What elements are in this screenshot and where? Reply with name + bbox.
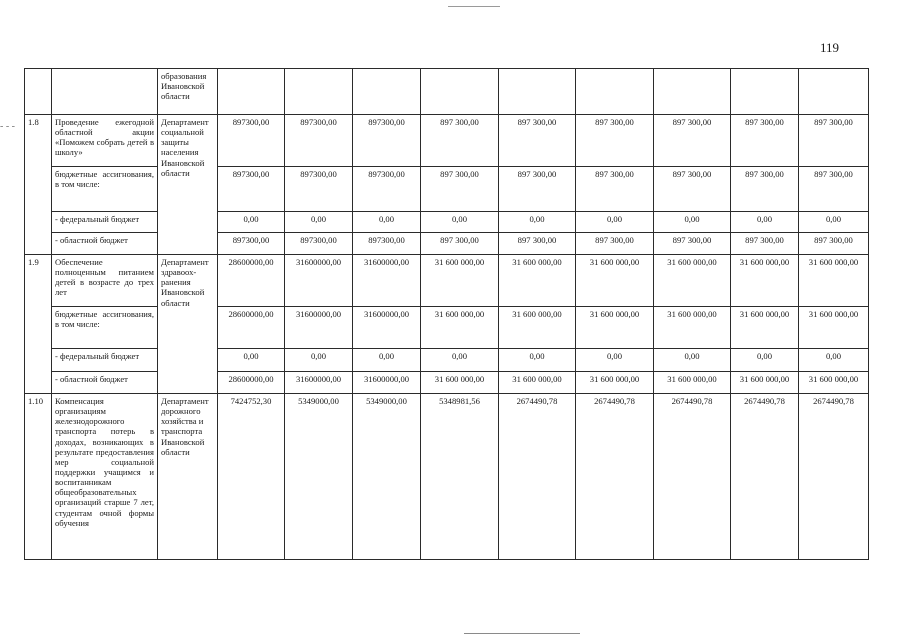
table-row-1-8-federal <box>25 212 869 233</box>
amount-cell: 7424752,30 <box>218 394 285 560</box>
amount-cell: 31 600 000,00 <box>799 307 869 349</box>
table-row-1-8-budget <box>25 167 869 212</box>
amount-cell: 897 300,00 <box>421 115 499 167</box>
amount-cell: 0,00 <box>218 349 285 372</box>
amount-cell: 0,00 <box>218 212 285 233</box>
amount-cell: 0,00 <box>654 349 731 372</box>
amount-cell: 0,00 <box>285 349 353 372</box>
amount-cell: 0,00 <box>576 349 654 372</box>
table-row-1-9-regional <box>25 372 869 394</box>
amount-cell: 31 600 000,00 <box>731 255 799 307</box>
amount-cell: 0,00 <box>799 349 869 372</box>
amount-cell: 2674490,78 <box>799 394 869 560</box>
amount-cell: 31 600 000,00 <box>499 372 576 394</box>
amount-cell: 31600000,00 <box>353 372 421 394</box>
amount-cell: 31 600 000,00 <box>731 307 799 349</box>
amount-cell: 31 600 000,00 <box>731 372 799 394</box>
amount-cell: 897 300,00 <box>799 115 869 167</box>
amount-cell: 897300,00 <box>285 115 353 167</box>
table-row-1-8-regional <box>25 233 869 255</box>
title-cell: Компенсация организациям железнодорожного транспорта потерь в доходах, возникающих в результате предоставления мер социальной поддержки учащимся и воспитанникам общеобразовательных организаций старше 7 лет, студентам очной формы обучения <box>52 394 158 560</box>
amount-cell: 897 300,00 <box>576 167 654 212</box>
amount-cell: 31600000,00 <box>353 255 421 307</box>
amount-cell: 31 600 000,00 <box>654 307 731 349</box>
amount-cell: 0,00 <box>499 349 576 372</box>
amount-cell: 5349000,00 <box>353 394 421 560</box>
amount-cell: 0,00 <box>799 212 869 233</box>
amount-cell: 0,00 <box>353 349 421 372</box>
amount-cell: 897 300,00 <box>731 233 799 255</box>
regional-label-cell: - областной бюджет <box>52 372 158 394</box>
bottom-scan-rule <box>464 633 580 634</box>
amount-cell: 28600000,00 <box>218 255 285 307</box>
amount-cell: 897 300,00 <box>499 167 576 212</box>
left-margin-mark: - - - <box>0 121 15 132</box>
amount-cell: 5349000,00 <box>285 394 353 560</box>
amount-cell: 897 300,00 <box>576 115 654 167</box>
amount-cell: 897300,00 <box>285 233 353 255</box>
responsible-cell: Департамент социальной защиты населения Ивановской области <box>158 115 218 255</box>
amount-cell: 897300,00 <box>218 115 285 167</box>
amount-cell: 897 300,00 <box>421 167 499 212</box>
amount-cell: 897 300,00 <box>499 233 576 255</box>
amount-cell: 897 300,00 <box>799 167 869 212</box>
amount-cell: 0,00 <box>654 212 731 233</box>
amount-cell: 31 600 000,00 <box>654 255 731 307</box>
amount-cell: 31600000,00 <box>353 307 421 349</box>
title-cell: Проведение ежегодной областной акции «Поможем собрать детей в школу» <box>52 115 158 167</box>
table-row-continuation <box>25 69 869 115</box>
amount-cell: 897 300,00 <box>421 233 499 255</box>
amount-cell: 0,00 <box>285 212 353 233</box>
amount-cell: 897 300,00 <box>731 115 799 167</box>
amount-cell: 31 600 000,00 <box>421 307 499 349</box>
amount-cell: 31 600 000,00 <box>499 255 576 307</box>
amount-cell: 31 600 000,00 <box>576 372 654 394</box>
amount-cell: 897 300,00 <box>654 167 731 212</box>
amount-cell: 31 600 000,00 <box>799 372 869 394</box>
amount-cell: 897 300,00 <box>576 233 654 255</box>
amount-cell: 31600000,00 <box>285 307 353 349</box>
amount-cell: 31 600 000,00 <box>421 255 499 307</box>
funding-table <box>24 68 869 560</box>
amount-cell: 2674490,78 <box>731 394 799 560</box>
amount-cell: 31 600 000,00 <box>799 255 869 307</box>
amount-cell: 31 600 000,00 <box>421 372 499 394</box>
amount-cell: 0,00 <box>421 349 499 372</box>
row-number-cell <box>25 69 52 115</box>
amount-cell: 31 600 000,00 <box>499 307 576 349</box>
row-number-cell: 1.9 <box>25 255 52 394</box>
top-scan-rule <box>448 6 500 7</box>
title-cell <box>52 69 158 115</box>
amount-cell: 897 300,00 <box>799 233 869 255</box>
amount-cell: 897300,00 <box>218 167 285 212</box>
budget-label-cell: бюджетные ассигнования, в том числе: <box>52 307 158 349</box>
row-number-cell: 1.10 <box>25 394 52 560</box>
amount-cell: 31600000,00 <box>285 372 353 394</box>
amount-cell: 0,00 <box>499 212 576 233</box>
budget-label-cell: бюджетные ассигнования, в том числе: <box>52 167 158 212</box>
table-row-1-8-main <box>25 115 869 167</box>
amount-cell: 31 600 000,00 <box>654 372 731 394</box>
amount-cell: 897300,00 <box>353 167 421 212</box>
amount-cell: 28600000,00 <box>218 307 285 349</box>
responsible-cell: Департамент дорожного хозяйства и транспорта Ивановской области <box>158 394 218 560</box>
row-number-cell: 1.8 <box>25 115 52 255</box>
amount-cell: 2674490,78 <box>576 394 654 560</box>
amount-cell: 897 300,00 <box>499 115 576 167</box>
table-row-1-9-main <box>25 255 869 307</box>
amount-cell: 31600000,00 <box>285 255 353 307</box>
responsible-cell: Департамент здравоох-ранения Ивановской области <box>158 255 218 394</box>
federal-label-cell: - федеральный бюджет <box>52 349 158 372</box>
amount-cell: 2674490,78 <box>654 394 731 560</box>
amount-cell: 897300,00 <box>218 233 285 255</box>
amount-cell: 897 300,00 <box>654 233 731 255</box>
table-row-1-9-federal <box>25 349 869 372</box>
amount-cell: 0,00 <box>731 349 799 372</box>
federal-label-cell: - федеральный бюджет <box>52 212 158 233</box>
amount-cell: 897 300,00 <box>654 115 731 167</box>
table-row-1-9-budget <box>25 307 869 349</box>
responsible-cell: образования Ивановской области <box>158 69 218 115</box>
amount-cell: 897300,00 <box>353 115 421 167</box>
amount-cell: 897 300,00 <box>731 167 799 212</box>
amount-cell: 31 600 000,00 <box>576 307 654 349</box>
amount-cell: 5348981,56 <box>421 394 499 560</box>
amount-cell: 2674490,78 <box>499 394 576 560</box>
amount-cell: 31 600 000,00 <box>576 255 654 307</box>
amount-cell: 0,00 <box>731 212 799 233</box>
regional-label-cell: - областной бюджет <box>52 233 158 255</box>
title-cell: Обеспечение полноценным питанием детей в возрасте до трех лет <box>52 255 158 307</box>
amount-cell: 897300,00 <box>353 233 421 255</box>
amount-cell: 0,00 <box>353 212 421 233</box>
amount-cell: 28600000,00 <box>218 372 285 394</box>
amount-cell: 0,00 <box>421 212 499 233</box>
page-number: 119 <box>819 40 839 55</box>
table-row-1-10-main <box>25 394 869 560</box>
amount-cell: 0,00 <box>576 212 654 233</box>
amount-cell: 897300,00 <box>285 167 353 212</box>
